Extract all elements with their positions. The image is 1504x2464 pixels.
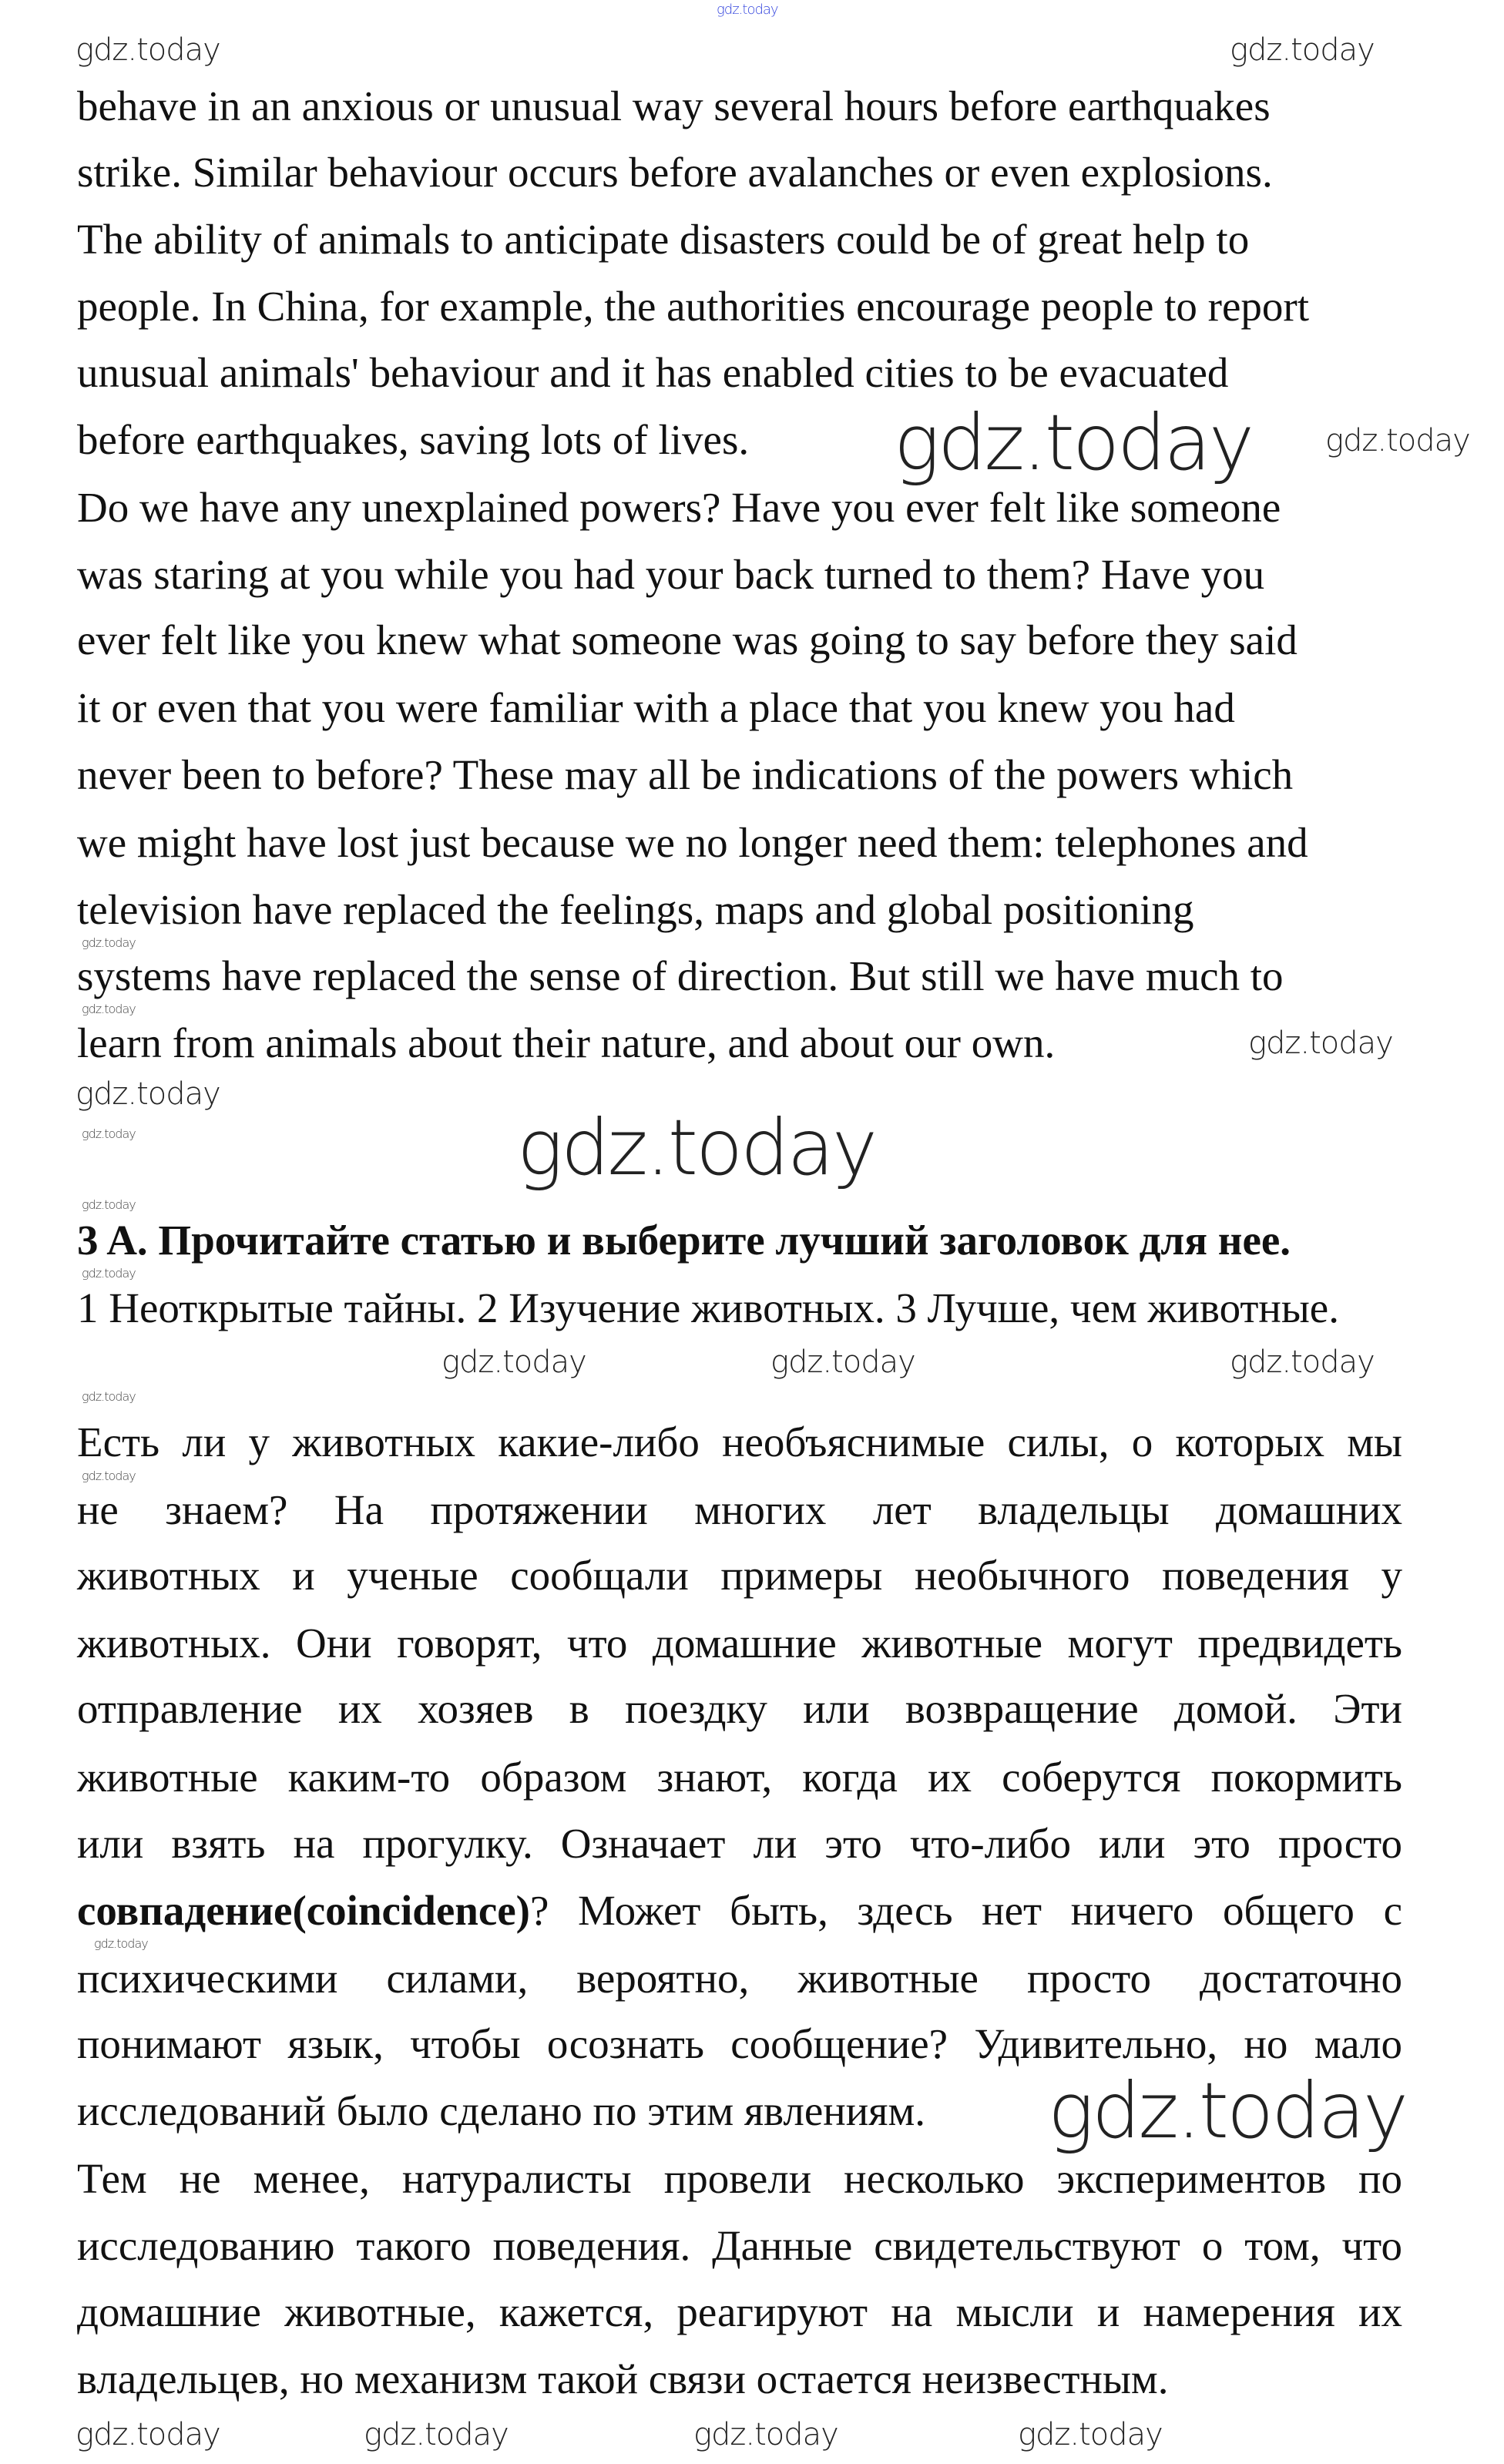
watermark: gdz.today bbox=[76, 2417, 220, 2452]
watermark-large: gdz.today bbox=[1048, 2066, 1407, 2156]
text-line: понимают язык, чтобы осознать сообщение? Удивительно, но мало bbox=[77, 2020, 1402, 2067]
watermark: gdz.today bbox=[441, 1344, 586, 1380]
text-line: people. In China, for example, the authorities encourage people to report bbox=[77, 283, 1310, 330]
text-line: strike. Similar behaviour occurs before avalanches or even explosions. bbox=[77, 149, 1273, 196]
text-line: Do we have any unexplained powers? Have you ever felt like someone bbox=[77, 484, 1281, 531]
text-line: исследованию такого поведения. Данные свидетельствуют о том, что bbox=[77, 2222, 1402, 2269]
watermark: gdz.today bbox=[1325, 423, 1470, 458]
text-line: unusual animals' behaviour and it has enabled cities to be evacuated bbox=[77, 349, 1229, 396]
watermark-large: gdz.today bbox=[894, 398, 1253, 488]
watermark: gdz.today bbox=[1248, 1026, 1393, 1061]
watermark: gdz.today bbox=[693, 2417, 838, 2452]
text-line: домашние животные, кажется, реагируют на мысли и намерения их bbox=[77, 2288, 1402, 2335]
text-line: never been to before? These may all be indications of the powers which bbox=[77, 751, 1294, 798]
task-options: 1 Неоткрытые тайны. 2 Изучение животных. 3 Лучше, чем животные. bbox=[77, 1284, 1339, 1331]
text-line: психическими силами, вероятно, животные просто достаточно bbox=[77, 1955, 1402, 2002]
bold-term: совпадение(coincidence) bbox=[77, 1887, 530, 1934]
watermark-tiny: gdz.today bbox=[82, 1002, 136, 1016]
watermark: gdz.today bbox=[770, 1344, 915, 1380]
text-line: was staring at you while you had your back turned to them? Have you bbox=[77, 551, 1265, 598]
text-line: животные каким-то образом знают, когда их соберутся покормить bbox=[77, 1754, 1402, 1801]
watermark: gdz.today bbox=[1018, 2417, 1163, 2452]
text-line: learn from animals about their nature, and about our own. bbox=[77, 1019, 1056, 1066]
watermark-tiny: gdz.today bbox=[82, 1197, 136, 1212]
watermark: gdz.today bbox=[76, 32, 220, 68]
text-line: it or even that you were familiar with a place that you knew you had bbox=[77, 684, 1235, 731]
text-line: The ability of animals to anticipate disasters could be of great help to bbox=[77, 216, 1250, 263]
watermark-tiny: gdz.today bbox=[82, 1126, 136, 1141]
text-line: животных и ученые сообщали примеры необычного поведения у bbox=[77, 1552, 1402, 1599]
text-after-term: ? Может быть, здесь нет ничего общего с bbox=[529, 1887, 1402, 1934]
text-line: владельцев, но механизм такой связи остается неизвестным. bbox=[77, 2355, 1169, 2402]
watermark-large: gdz.today bbox=[517, 1103, 876, 1193]
text-line: исследований было сделано по этим явлениям. bbox=[77, 2087, 925, 2134]
text-line: ever felt like you knew what someone was going to say before they said bbox=[77, 616, 1298, 663]
watermark-tiny: gdz.today bbox=[82, 1469, 136, 1483]
text-line: Тем не менее, натуралисты провели несколько экспериментов по bbox=[77, 2155, 1402, 2202]
text-line: или взять на прогулку. Означает ли это что-либо или это просто bbox=[77, 1820, 1402, 1867]
task-heading: 3 A. Прочитайте статью и выберите лучший заголовок для нее. bbox=[77, 1217, 1291, 1264]
text-line: Есть ли у животных какие-либо необъяснимые силы, о которых мы bbox=[77, 1418, 1402, 1465]
text-line: before earthquakes, saving lots of lives. bbox=[77, 416, 750, 463]
watermark: gdz.today bbox=[1230, 1344, 1375, 1380]
watermark: gdz.today bbox=[364, 2417, 509, 2452]
watermark-tiny: gdz.today bbox=[82, 935, 136, 950]
watermark: gdz.today bbox=[76, 1076, 220, 1112]
text-line: отправление их хозяев в поездку или возвращение домой. Эти bbox=[77, 1685, 1402, 1732]
watermark-tiny: gdz.today bbox=[82, 1266, 136, 1281]
watermark-tiny: gdz.today bbox=[94, 1936, 148, 1951]
text-line: не знаем? На протяжении многих лет владельцы домашних bbox=[77, 1486, 1402, 1533]
text-line: systems have replaced the sense of direction. But still we have much to bbox=[77, 952, 1284, 999]
text-line bbox=[77, 1888, 1402, 1934]
text-line: behave in an anxious or unusual way several hours before earthquakes bbox=[77, 82, 1271, 129]
watermark: gdz.today bbox=[1230, 32, 1375, 68]
text-line: we might have lost just because we no longer need them: telephones and bbox=[77, 819, 1308, 866]
watermark-top: gdz.today bbox=[717, 2, 778, 18]
text-line: television have replaced the feelings, maps and global positioning bbox=[77, 886, 1194, 933]
text-line: животных. Они говорят, что домашние животные могут предвидеть bbox=[77, 1620, 1402, 1667]
watermark-tiny: gdz.today bbox=[82, 1389, 136, 1404]
